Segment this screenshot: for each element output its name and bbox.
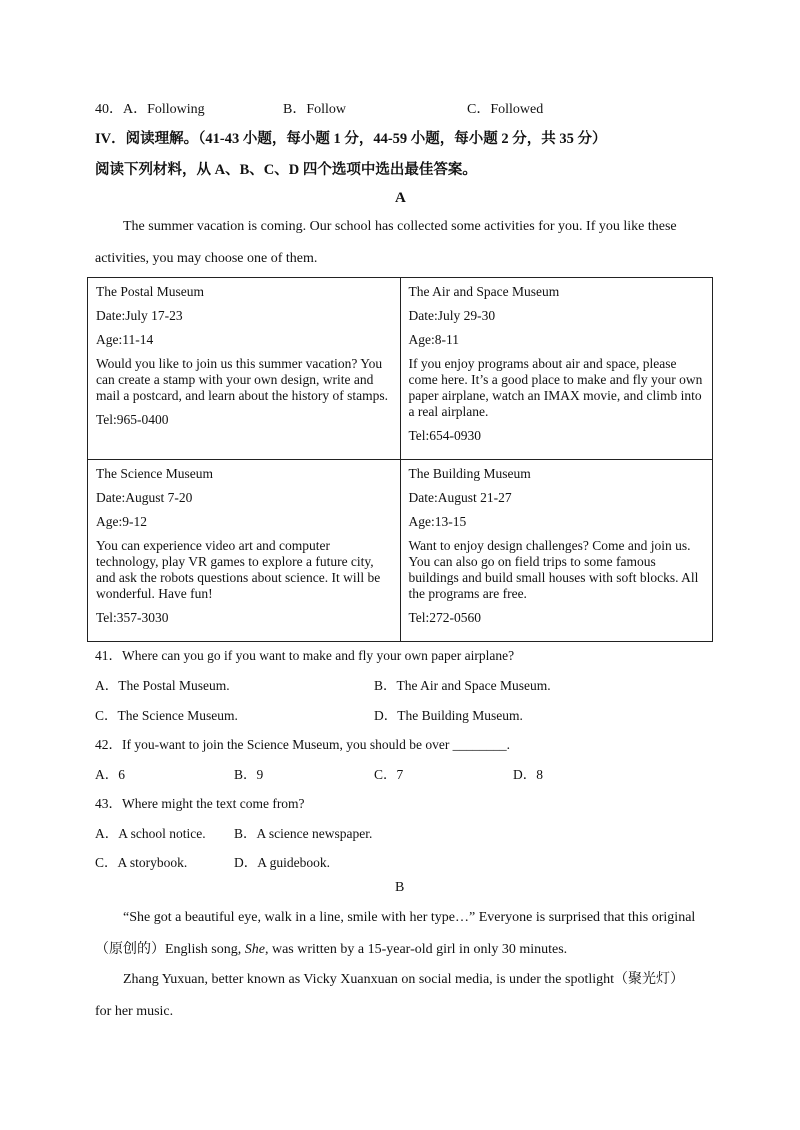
section-instruction: 阅读下列材料，从 A、B、C、D 四个选项中选出最佳答案。 — [95, 162, 477, 178]
q41-stem: 41．Where can you go if you want to make and fly your own paper airplane? — [95, 648, 515, 663]
q40-option-c: C．Followed — [467, 102, 544, 117]
museum-name: The Air and Space Museum — [408, 284, 560, 299]
q43-option-c: C．A storybook. — [95, 855, 188, 870]
q42-option-a: A．6 — [95, 767, 125, 782]
museum-tel: Tel:272-0560 — [408, 610, 482, 625]
section-heading: IV．阅读理解。（41-43 小题，每小题 1 分，44-59 小题，每小题 2 分，共 35 分） — [95, 131, 607, 147]
q40-number: 40． — [95, 102, 123, 117]
museum-tel: Tel:965-0400 — [96, 412, 169, 427]
q43-option-a: A．A school notice. — [95, 826, 206, 841]
passage-b-p1-end: , was written by a 15-year-old girl in only 30 minutes. — [264, 942, 568, 957]
museum-date: Date:August 21-27 — [408, 490, 512, 505]
museum-age: Age:9-12 — [96, 514, 147, 529]
q43-option-d: D．A guidebook. — [234, 855, 330, 870]
q42-option-d: D．8 — [513, 767, 543, 782]
q43-option-b: B．A science newspaper. — [234, 826, 373, 841]
museum-tel: Tel:357-3030 — [96, 610, 169, 625]
passage-a-intro: The summer vacation is coming. Our school has collected some activities for you. If you like these activities, you may choose one of them. — [95, 219, 677, 266]
museum-cell-postal — [88, 278, 401, 460]
q40-option-a — [95, 98, 205, 118]
q43-stem: 43．Where might the text come from? — [95, 796, 305, 811]
museum-cell-building — [400, 460, 713, 642]
table-row — [88, 460, 713, 642]
museum-description: Want to enjoy design challenges? Come and join us. You can also go on field trips to some famous buildings and build small houses with soft blocks. All the programs are free. — [408, 538, 699, 601]
museum-name: The Building Museum — [408, 466, 531, 481]
museum-description: If you enjoy programs about air and space, please come here. It’s a good place to make and fly your own paper airplane, watch an IMAX movie, and climb into a real airplane. — [408, 356, 703, 419]
museum-description: You can experience video art and computer technology, play VR games to explore a future city, and ask the robots questions about science. It will be wonderful. Have fun! — [96, 538, 381, 601]
passage-b-p1-start: “She got a beautiful eye, walk in a line, smile with her type…” Everyone is surprised that this original（原创的）English song, — [95, 910, 696, 957]
museum-date: Date:August 7-20 — [96, 490, 193, 505]
museum-age: Age:13-15 — [408, 514, 467, 529]
museum-date: Date:July 17-23 — [96, 308, 183, 323]
q42-option-b: B．9 — [234, 767, 264, 782]
q42-stem: 42．If you-want to join the Science Museum, you should be over ________. — [95, 737, 511, 752]
museum-name: The Postal Museum — [96, 284, 204, 299]
q40-option-a-text: A．Following — [123, 102, 205, 117]
museum-date: Date:July 29-30 — [408, 308, 496, 323]
activities-table — [87, 277, 713, 642]
q41-option-a: A．The Postal Museum. — [95, 678, 230, 693]
passage-b-paragraph-2: Zhang Yuxuan, better known as Vicky Xuanxuan on social media, is under the spotlight（聚光灯） for her music. — [95, 972, 685, 1019]
museum-age: Age:11-14 — [96, 332, 154, 347]
passage-b-paragraph-1 — [95, 902, 707, 966]
q42-option-c: C．7 — [374, 767, 404, 782]
q40-option-b: B．Follow — [283, 102, 347, 117]
passage-a-label: A — [395, 190, 406, 206]
song-title: She — [244, 942, 265, 957]
museum-cell-air-space — [400, 278, 713, 460]
q41-option-c: C．The Science Museum. — [95, 708, 238, 723]
museum-name: The Science Museum — [96, 466, 213, 481]
museum-age: Age:8-11 — [408, 332, 459, 347]
museum-cell-science — [88, 460, 401, 642]
q41-option-b: B．The Air and Space Museum. — [374, 678, 551, 693]
museum-tel: Tel:654-0930 — [408, 428, 482, 443]
table-row — [88, 278, 713, 460]
passage-b-label: B — [395, 880, 405, 895]
museum-description: Would you like to join us this summer vacation? You can create a stamp with your own design, write and mail a postcard, and learn about the history of stamps. — [96, 356, 389, 403]
q41-option-d: D．The Building Museum. — [374, 708, 523, 723]
